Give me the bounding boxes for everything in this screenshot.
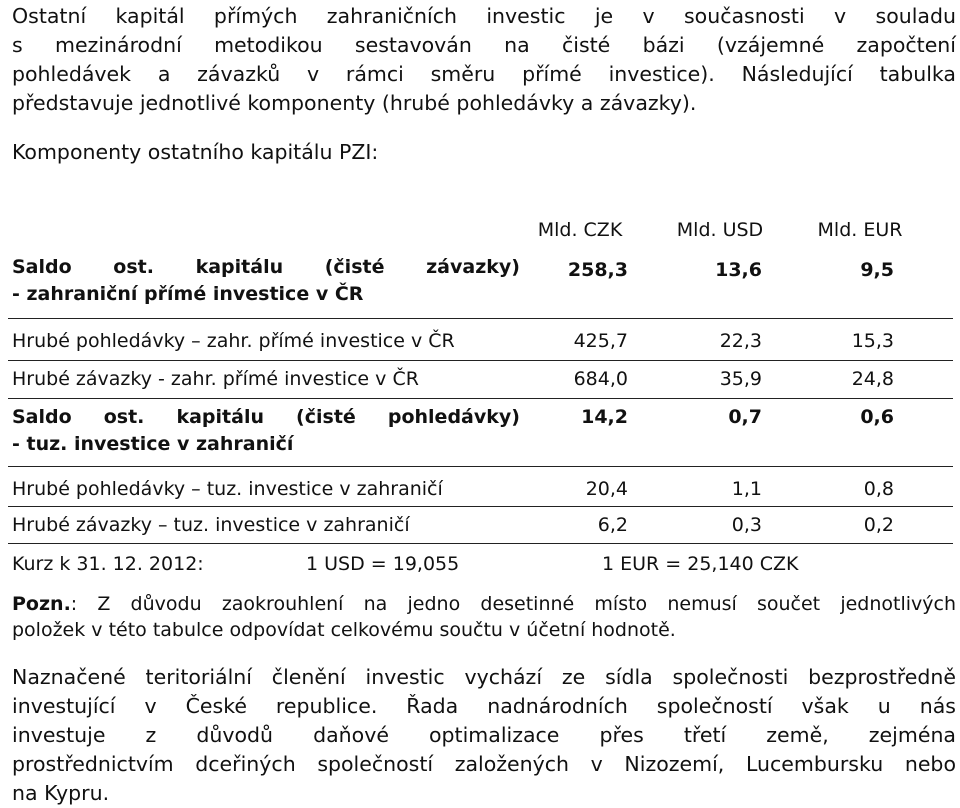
row-label: Hrubé pohledávky – zahr. přímé investice v ČR: [12, 330, 455, 352]
rate-usd: 1 USD = 19,055: [306, 553, 460, 575]
row-label: [12, 256, 520, 278]
closing-line: prostřednictvím dceřiných společností založených v Nizozemí, Lucembursku nebo: [12, 752, 956, 776]
value-usd: 35,9: [719, 368, 762, 390]
note-text: : Z důvodu zaokrouhlení na jedno desetinné místo nemusí součet jednotlivých: [70, 593, 956, 615]
intro-line: Ostatní kapitál přímých zahraničních investic je v současnosti v souladu: [12, 4, 956, 28]
note-paragraph: [12, 591, 956, 643]
value-czk: 6,2: [597, 514, 628, 536]
table-divider: [8, 543, 953, 544]
row-label-word: pohledávky): [387, 406, 520, 428]
value-eur: 9,5: [860, 259, 894, 281]
table-divider: [8, 398, 953, 399]
row-label: [12, 406, 520, 428]
value-czk: 425,7: [573, 330, 628, 352]
closing-line: investující v České republice. Řada nadnárodních společností však u nás: [12, 694, 956, 718]
row-label-word: ost.: [103, 406, 145, 428]
value-czk: 14,2: [581, 406, 628, 428]
row-label-word: kapitálu: [176, 406, 264, 428]
row-label-word: ost.: [113, 256, 154, 278]
row-label-word: závazky): [426, 256, 520, 278]
note-line: [12, 591, 956, 617]
closing-paragraph: [12, 663, 956, 808]
value-usd: 13,6: [715, 259, 762, 281]
row-label-word: Saldo: [12, 256, 72, 278]
section-heading: Komponenty ostatního kapitálu PZI:: [12, 140, 379, 164]
row-label: Hrubé pohledávky – tuz. investice v zahraničí: [12, 478, 443, 500]
intro-line: s mezinárodní metodikou sestavován na čisté bázi (vzájemné započtení: [12, 33, 956, 57]
row-label-word: kapitálu: [195, 256, 284, 278]
row-label-line: - tuz. investice v zahraničí: [12, 433, 294, 455]
intro-line: pohledávek a závazků v rámci směru přímé investice). Následující tabulka: [12, 62, 956, 86]
intro-line: představuje jednotlivé komponenty (hrubé pohledávky a závazky).: [12, 91, 697, 115]
closing-line: investuje z důvodů daňové optimalizace přes třetí země, zejména: [12, 723, 956, 747]
table-divider: [8, 360, 953, 361]
column-header-usd: Mld. USD: [676, 219, 764, 241]
row-label: Hrubé závazky – tuz. investice v zahraničí: [12, 514, 410, 536]
value-czk: 684,0: [573, 368, 628, 390]
value-eur: 24,8: [851, 368, 894, 390]
row-label-word: (čisté: [324, 256, 385, 278]
value-eur: 0,2: [863, 514, 894, 536]
value-eur: 0,8: [863, 478, 894, 500]
value-usd: 0,3: [731, 514, 762, 536]
row-label-word: Saldo: [12, 406, 72, 428]
value-usd: 1,1: [731, 478, 762, 500]
value-czk: 20,4: [585, 478, 628, 500]
note-line: položek v této tabulce odpovídat celkovému součtu v účetní hodnotě.: [12, 619, 676, 641]
row-label-line: - zahraniční přímé investice v ČR: [12, 283, 364, 305]
column-header-eur: Mld. EUR: [817, 219, 903, 241]
note-prefix: Pozn.: [12, 593, 71, 615]
rate-label: Kurz k 31. 12. 2012:: [12, 553, 204, 575]
value-usd: 0,7: [728, 406, 762, 428]
table-divider: [8, 506, 953, 507]
rate-eur: 1 EUR = 25,140 CZK: [602, 553, 799, 575]
value-czk: 258,3: [567, 259, 628, 281]
value-eur: 0,6: [860, 406, 894, 428]
row-label: Hrubé závazky - zahr. přímé investice v ČR: [12, 368, 419, 390]
intro-paragraph: [12, 2, 956, 118]
value-usd: 22,3: [719, 330, 762, 352]
column-header-czk: Mld. CZK: [537, 219, 623, 241]
row-label-word: (čisté: [296, 406, 356, 428]
value-eur: 15,3: [851, 330, 894, 352]
table-divider: [8, 466, 953, 467]
table-divider: [8, 318, 953, 319]
closing-line: Naznačené teritoriální členění investic vychází ze sídla společnosti bezprostředně: [12, 665, 956, 689]
closing-line: na Kypru.: [12, 781, 110, 805]
